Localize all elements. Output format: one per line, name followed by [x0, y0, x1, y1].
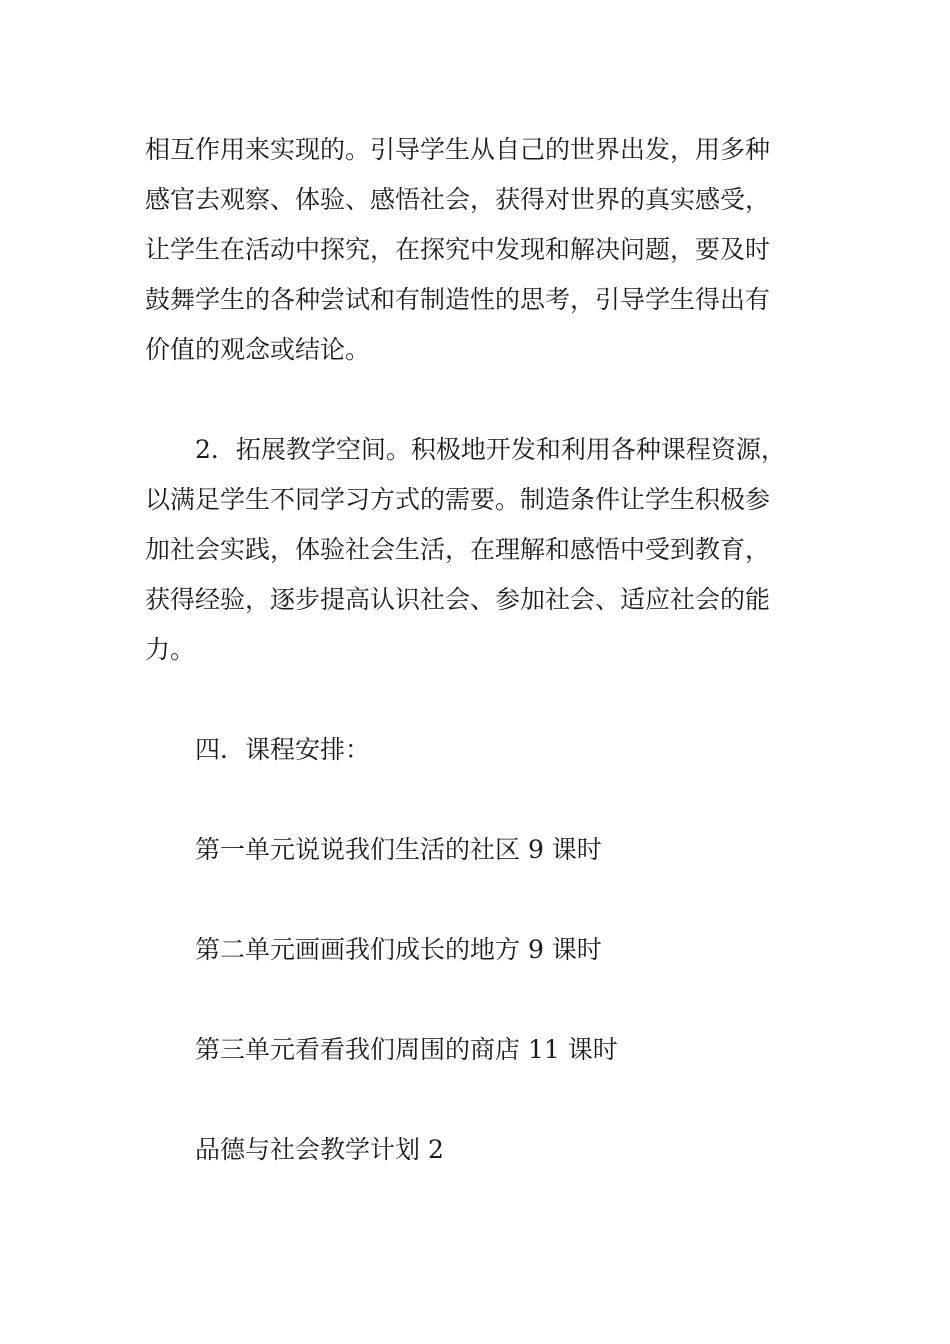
text-line: 加社会实践，体验社会生活，在理解和感悟中受到教育，	[145, 535, 771, 564]
unit-text: 第三单元看看我们周围的商店 11 课时	[195, 1035, 618, 1064]
next-plan-title	[145, 1125, 807, 1175]
unit-two-item	[145, 925, 807, 975]
heading-text: 四．课程安排：	[195, 735, 371, 764]
section-heading-course-schedule	[145, 725, 807, 775]
paragraph-expand-teaching-space	[145, 425, 807, 675]
text-line: 价值的观念或结论。	[145, 335, 371, 364]
text-line: 获得经验，逐步提高认识社会、参加社会、适应社会的能	[145, 585, 771, 614]
text-line: 2．拓展教学空间。积极地开发和利用各种课程资源，	[195, 435, 786, 464]
unit-text: 第一单元说说我们生活的社区 9 课时	[195, 835, 602, 864]
text-line: 感官去观察、体验、感悟社会，获得对世界的真实感受，	[145, 185, 771, 214]
text-line: 以满足学生不同学习方式的需要。制造条件让学生积极参	[145, 485, 771, 514]
text-line: 让学生在活动中探究，在探究中发现和解决问题，要及时	[145, 235, 771, 264]
text-line: 相互作用来实现的。引导学生从自己的世界出发，用多种	[145, 135, 771, 164]
plan-title-text: 品德与社会教学计划 2	[195, 1135, 444, 1164]
paragraph-teaching-method	[145, 125, 807, 375]
text-line: 力。	[145, 635, 196, 664]
unit-three-item	[145, 1025, 807, 1075]
unit-text: 第二单元画画我们成长的地方 9 课时	[195, 935, 602, 964]
text-line: 鼓舞学生的各种尝试和有制造性的思考，引导学生得出有	[145, 285, 771, 314]
unit-one-item	[145, 825, 807, 875]
